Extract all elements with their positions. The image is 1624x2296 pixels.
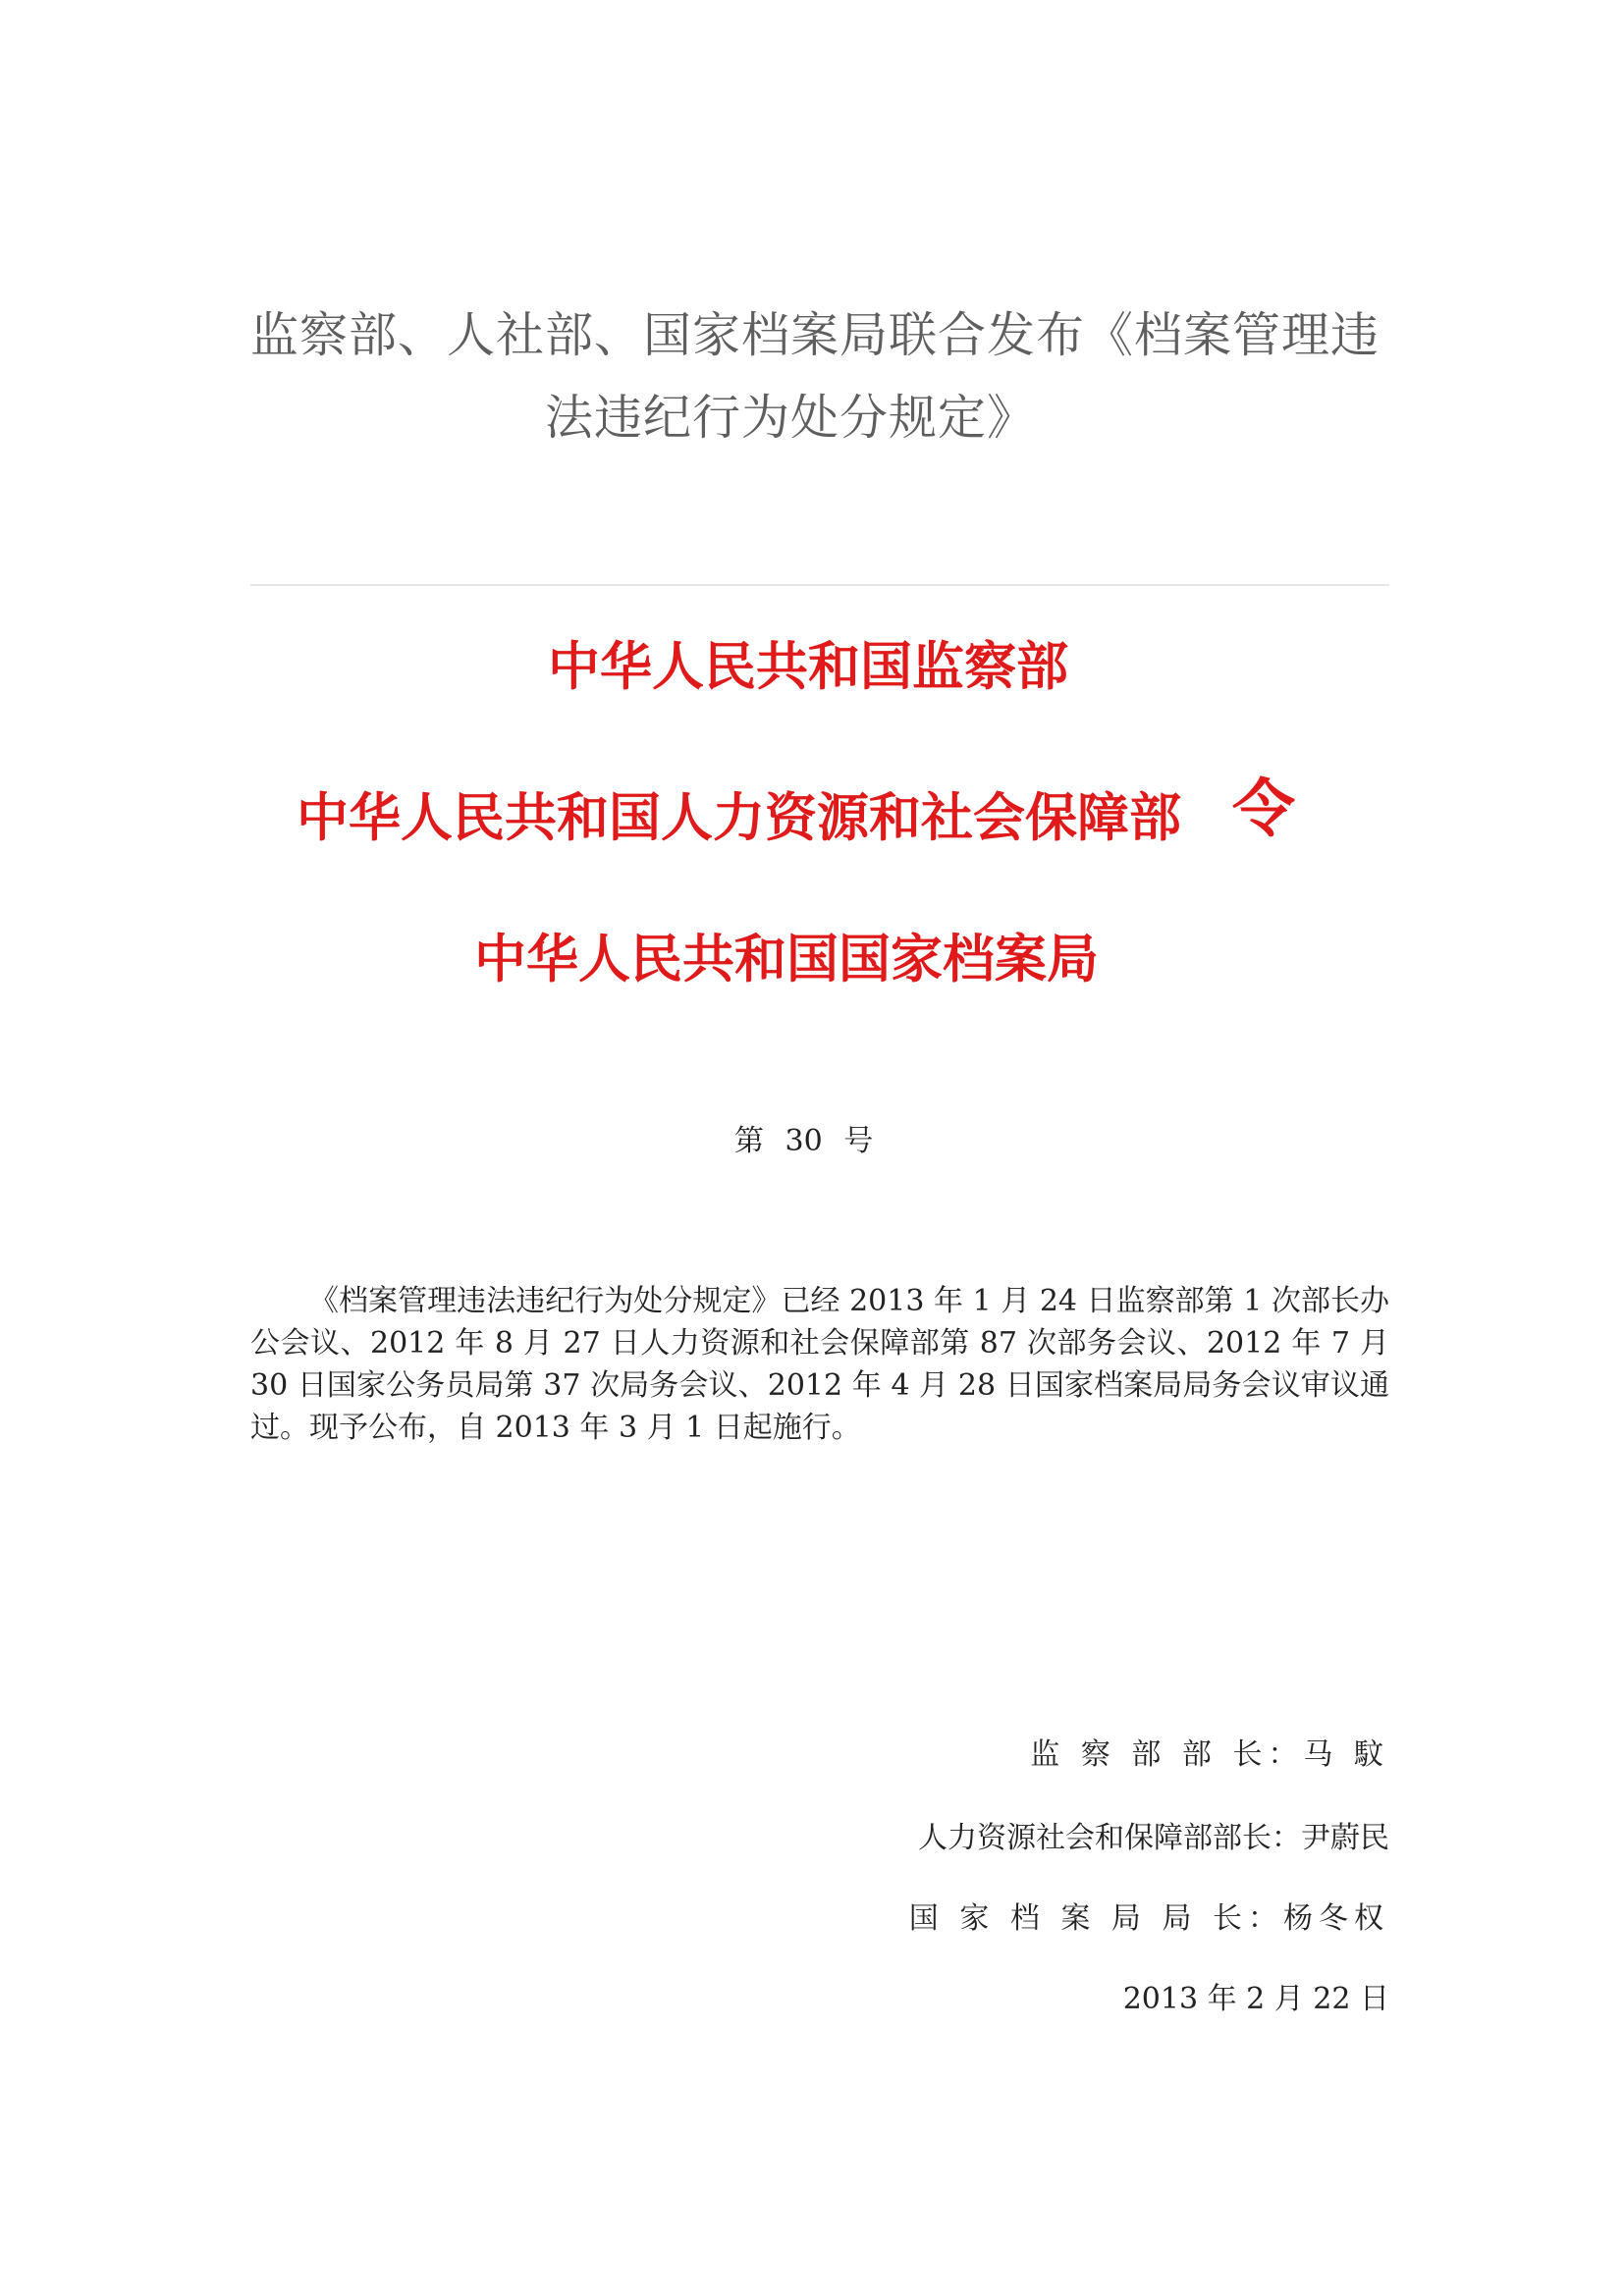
order-number-value: 30 xyxy=(785,1124,823,1158)
order-number-prefix: 第 xyxy=(734,1124,764,1158)
signature-human-resources xyxy=(918,1819,1389,1858)
signature-role: 国 家 档 案 局 局 长： xyxy=(908,1901,1283,1936)
order-word: 令 xyxy=(1232,774,1295,846)
order-number xyxy=(729,1122,879,1161)
signature-role: 监 察 部 部 长： xyxy=(1030,1737,1304,1772)
signing-date: 2013 年 2 月 22 日 xyxy=(1122,1982,1389,2016)
page-title-line-2: 法违纪行为处分规定》 xyxy=(545,390,1037,446)
issuer-ministry-of-human-resources: 中华人民共和国人力资源和社会保障部 xyxy=(297,788,1181,848)
title-divider xyxy=(250,584,1389,586)
page-title-line-1: 监察部、人社部、国家档案局联合发布《档案管理违 xyxy=(250,307,1380,363)
signature-name: 马 馼 xyxy=(1303,1737,1389,1772)
signature-name: 杨冬权 xyxy=(1283,1901,1389,1936)
order-number-suffix: 号 xyxy=(843,1124,874,1158)
signature-role: 人力资源社会和保障部部长： xyxy=(918,1821,1301,1855)
signature-archives xyxy=(909,1899,1389,1939)
signature-name: 尹蔚民 xyxy=(1301,1821,1389,1855)
order-body-paragraph: 《档案管理违法违纪行为处分规定》已经 2013 年 1 月 24 日监察部第 1 次部长办公会议、2012 年 8 月 27 日人力资源和社会保障部第 87 次部务会议、2012 年 7 月 30 日国家公务员局第 37 次局务会议、2012 年 4 月 28 日国家档案局局务会议审议通过。现予公布，自 2013 年 3 月 1 日起施行。 xyxy=(250,1284,1389,1445)
issuer-state-archives-administration: 中华人民共和国国家档案局 xyxy=(474,930,1099,989)
issuer-ministry-of-supervision: 中华人民共和国监察部 xyxy=(548,637,1068,697)
page-title xyxy=(250,294,1389,459)
signature-supervision xyxy=(1030,1735,1389,1775)
